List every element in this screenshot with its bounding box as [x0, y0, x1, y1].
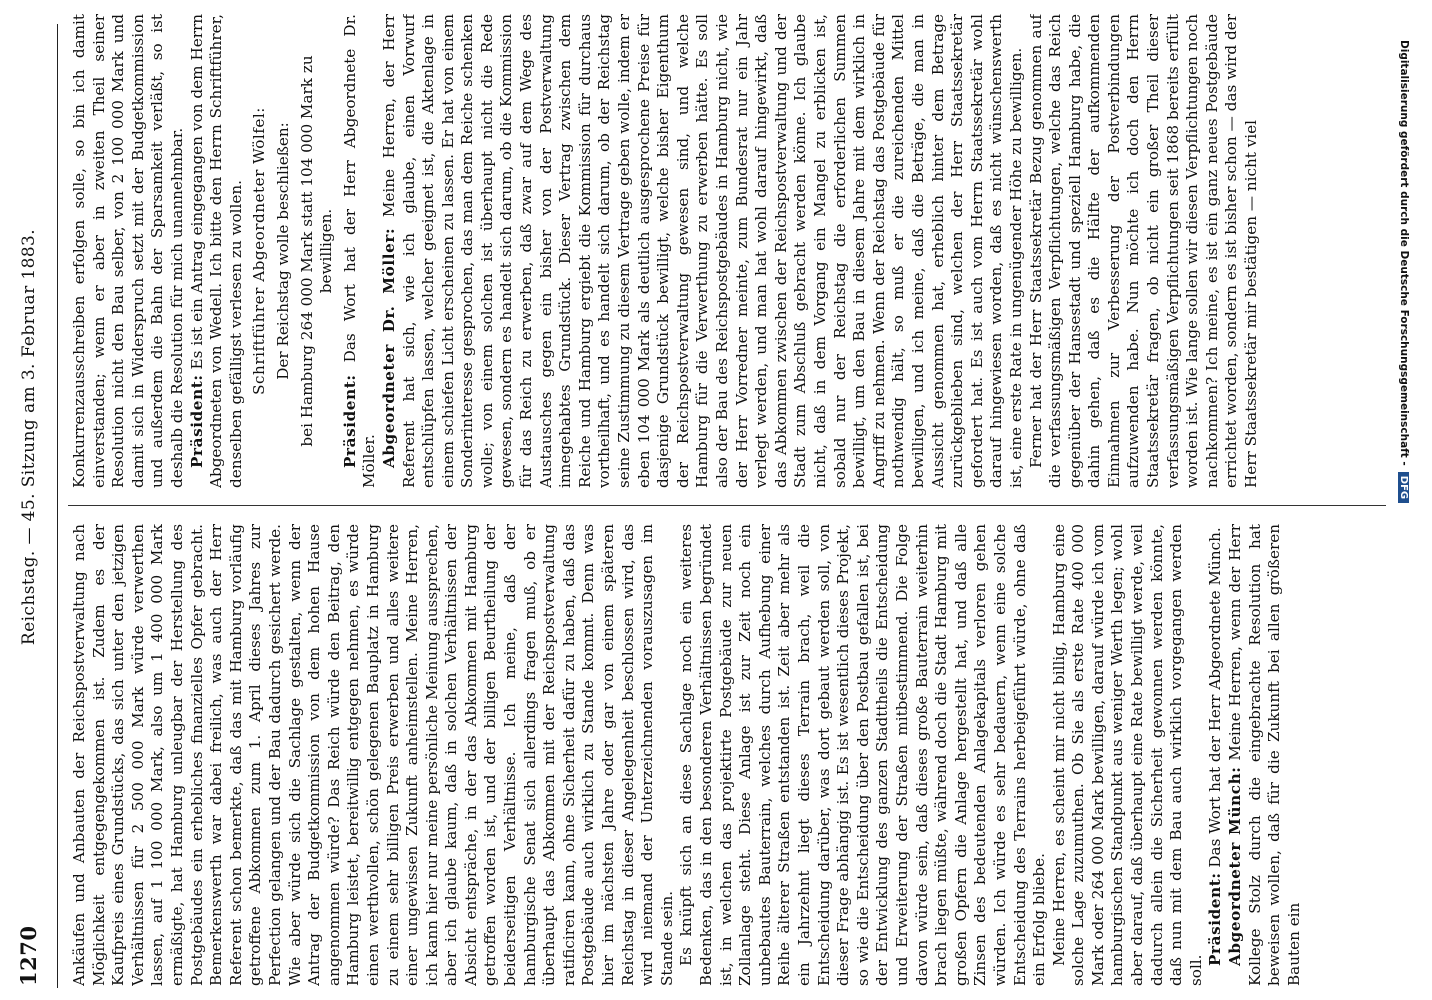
speech-entry: [380, 14, 1027, 488]
speech-text: Es ist ein Antrag eingegangen von dem Herrn Abgeordneten von Wedell. Ich bitte den Herrn Schriftführer, denselben gefälligst verlesen zu wollen.: [187, 14, 245, 488]
speech-entry: [188, 14, 247, 488]
speaker-name: Präsident:: [187, 374, 206, 468]
speech-text: Meine Herren, wenn der Herr Kollege Stolz durch die eingebrachte Resolution hat beweisen wollen, daß für die Zukunft bei allen größeren Bauten ein: [1226, 524, 1303, 986]
paragraph: Meine Herren, es scheint mir nicht billig, Hamburg eine solche Lage zuzumuthen. Ob Sie als erste Rate 400 000 Mark oder 264 000 Mark bewilligen, darauf würde ich vom hamburgischen Standpunkt aus weniger Werth legen; wohl aber darauf, daß überhaupt eine Rate bewilligt werde, weil dadurch allein die Sicherheit gewonnen werden könnte, daß nun mit dem Bau auch wirklich vorgegangen werden soll.: [1049, 524, 1205, 986]
paragraph: Es knüpft sich an diese Sachlage noch ein weiteres Bedenken, das in den besonderen Verhältnissen begründet ist, in welchen das projektirte Postgebäude zur neuen Zollanlage steht. Diese Anlage ist zur Zeit noch ein unbebautes Bauterrain, welches durch Aufhebung einer Reihe älterer Straßen entstanden ist. Zeit aber mehr als ein Jahrzehnt liegt dieses Terrain brach, weil die Entscheidung darüber, was dort gebaut werden soll, von dieser Frage abhängig ist. Es ist wesentlich dieses Projekt, so wie die Entscheidung über den Postbau gefallen ist, bei der Entwicklung des ganzen Stadttheils die Entscheidung und Erweiterung der Straßen mitbestimmend. Die Folge davon würde sein, daß dieses große Bauterrain weiterhin brach liegen müßte, während doch die Stadt Hamburg mit großen Opfern die Anlage hergestellt hat, und daß alle Zinsen des bedeutenden Anlagekapitals verloren gehen würden. Ich würde es sehr bedauern, wenn eine solche Entscheidung des Terrains herbeigeführt würde, ohne daß ein Erfolg bliebe.: [677, 524, 1049, 986]
header-rule: [57, 24, 58, 988]
paragraph: Ferner hat der Herr Staatssekretär Bezug genommen auf die verfassungsmäßigen Verpflichtungen, welche das Reich gegenüber der Hansestadt und speziell Hamburg habe, die dahin gehen, daß es die Hälfte der aufkommenden Einnahmen zur Verbesserung der Postverbindungen aufzuwenden habe. Nun möchte ich doch den Herrn Staatssekretär fragen, ob nicht ein großer Theil dieser verfassungsmäßigen Verpflichtungen seit 1868 bereits erfüllt worden ist. Wie lange sollen wir diesen Verpflichtungen noch nachkommen? Ich meine, es ist ein ganz neues Postgebäude errichtet worden, sondern es ist bisher schon — das wird der Herr Staatssekretär mir bestätigen — nicht viel: [1026, 14, 1261, 488]
dfg-logo: DFG: [1398, 472, 1409, 503]
speaker-name: Präsident:: [1206, 872, 1225, 966]
digitization-text: Digitalisierung gefördert durch die Deutsche Forschungsgemeinschaft -: [1398, 40, 1410, 466]
speech-text: Das Wort hat der Herr Abgeordnete Münch.: [1206, 527, 1225, 868]
speech-text: Das Wort hat der Herr Abgeordnete Dr. Möller.: [340, 14, 379, 488]
digitization-note: [1390, 40, 1410, 960]
motion-line: bei Hamburg 264 000 Mark statt 104 000 Mark zu bewilligen.: [297, 55, 336, 447]
column-divider: [68, 505, 1386, 506]
speech-entry: [1226, 524, 1304, 986]
paragraph: Konkurrenzausschreiben erfolgen solle, so bin ich damit einverstanden; wenn er aber in zweiten Theil seiner Resolution nicht den Bau selber, von 2 100 000 Mark und damit sich in Widerspruch setzt mit der Budgetkommission und außerdem die Bahn der Sparsamkeit verläßt, so ist deshalb die Resolution für mich unannehmbar.: [70, 14, 186, 488]
speech-entry: [1206, 524, 1226, 986]
speaker-name: Abgeordneter Münch:: [1226, 766, 1245, 966]
page-number: 1270: [16, 925, 41, 986]
page-header: [0, 0, 62, 1000]
speaker-name: Präsident:: [340, 374, 359, 468]
motion-heading: Schriftführer Abgeordneter Wölfel:: [250, 107, 269, 395]
running-head: Reichstag. — 45. Sitzung am 3. Februar 1883.: [19, 228, 39, 646]
left-column: [70, 524, 1390, 986]
paragraph: Ankäufen und Anbauten der Reichspostverwaltung nach Möglichkeit entgegengekommen ist. Zudem es der Kaufpreis eines Grundstücks, das sich unter den jetzigen Verhältnissen für 2 500 000 Mark würde verwerthen lassen, auf 1 100 000 Mark, also um 1 400 000 Mark ermäßigte, hat Hamburg unleugbar der Herstellung des Postgebäudes ein erhebliches finanzielles Opfer gebracht. Bemerkenswerth war dabei freilich, was auch der Herr Referent schon bemerkte, daß das mit Hamburg vorläufig getroffene Abkommen zum 1. April dieses Jahres zur Perfection gelangen und der Bau dadurch gesichert werde. Wie aber würde sich die Sachlage gestalten, wenn der Antrag der Budgetkommission von dem hohen Hause angenommen würde? Das Reich würde den Beitrag, den Hamburg leistet, bereitwillig entgegen nehmen, es würde einen werthvollen, schön gelegenen Bauplatz in Hamburg zu einem sehr billigen Preis erwerben und alles weitere einer ungewissen Zukunft anheimstellen. Meine Herren, ich kann hier nur meine persönliche Meinung aussprechen, aber ich glaube kaum, daß in solchen Verhältnissen der Absicht entspräche, in der das Abkommen mit Hamburg getroffen worden ist, und der billigen Beurtheilung der beiderseitigen Verhältnisse. Ich meine, daß der hamburgische Senat sich allerdings fragen muß, ob er überhaupt das Abkommen mit der Reichspostverwaltung ratificiren kann, ohne Sicherheit dafür zu haben, daß das Postgebäude auch wirklich zu Stande kommt. Denn was hier im nächsten Jahre oder gar von einem späteren Reichstag in dieser Angelegenheit beschlossen wird, das wird niemand der Unterzeichnenden vorauszusagen im Stande sein.: [70, 524, 676, 986]
speech-text: Meine Herren, der Herr Referent hat sich, wie ich glaube, einen Vorwurf entschlüpfen lassen, welcher geeignet ist, die Aktenlage in einem schiefen Licht erscheinen zu lassen. Er hat von einem Sonderinteresse gesprochen, das man dem Reiche schenken wolle; von einem solchen ist überhaupt nicht die Rede gewesen, sondern es handelt sich darum, ob die Kommission für das Reich zu erwerben, daß zwar auf dem Wege des Austausches gegen ein bisher von der Postverwaltung innegehabtes Grundstück. Dieser Vertrag zwischen dem Reiche und Hamburg ergiebt die Kommission für durchaus vortheilhaft, und es handelt sich darum, ob der Reichstag seine Zustimmung zu diesem Vertrage geben wolle, indem er eben 104 000 Mark als deutlich ausgesprochene Preise für dasjenige Grundstück bewilligt, welche bisher Eigenthum der Reichspostverwaltung gewesen sind, und welche Hamburg für die Verwerthung zu erwerben hätte. Es soll also der Bau des Reichspostgebäudes in Hamburg nicht, wie der Herr Vorredner meinte, zum Bundesrat nur ein Jahr verlegt werden, und man hat wohl darauf hingewirkt, daß das Abkommen zwischen der Reichspostverwaltung und der Stadt zum Abschluß gebracht werden könne. Ich glaube nicht, daß in dem Vorgang ein Mangel zu erblicken ist, sobald nur der Reichstag die erforderlichen Summen bewilligt, um den Bau in diesem Jahre mit dem wirklich in Angriff zu nehmen. Wenn der Reichstag das Postgebäude für nothwendig hält, so muß er die zureichenden Mittel bewilligen, und ich meine, daß die Beträge, die man in Aussicht genommen hat, erheblich hinter dem Betrage zurückgeblieben sind, welchen der Herr Staatssekretär gefordert hat. Es ist auch vom Herrn Staatssekretär wohl darauf hingewiesen worden, daß es nicht wünschenswerth ist, eine erste Rate in ungenügender Höhe zu bewilligen.: [379, 14, 1025, 488]
speech-entry: [341, 14, 380, 488]
right-column: [70, 14, 1390, 488]
speaker-name: Abgeordneter Dr. Möller:: [379, 227, 398, 468]
motion-line: Der Reichstag wolle beschließen:: [273, 122, 292, 380]
